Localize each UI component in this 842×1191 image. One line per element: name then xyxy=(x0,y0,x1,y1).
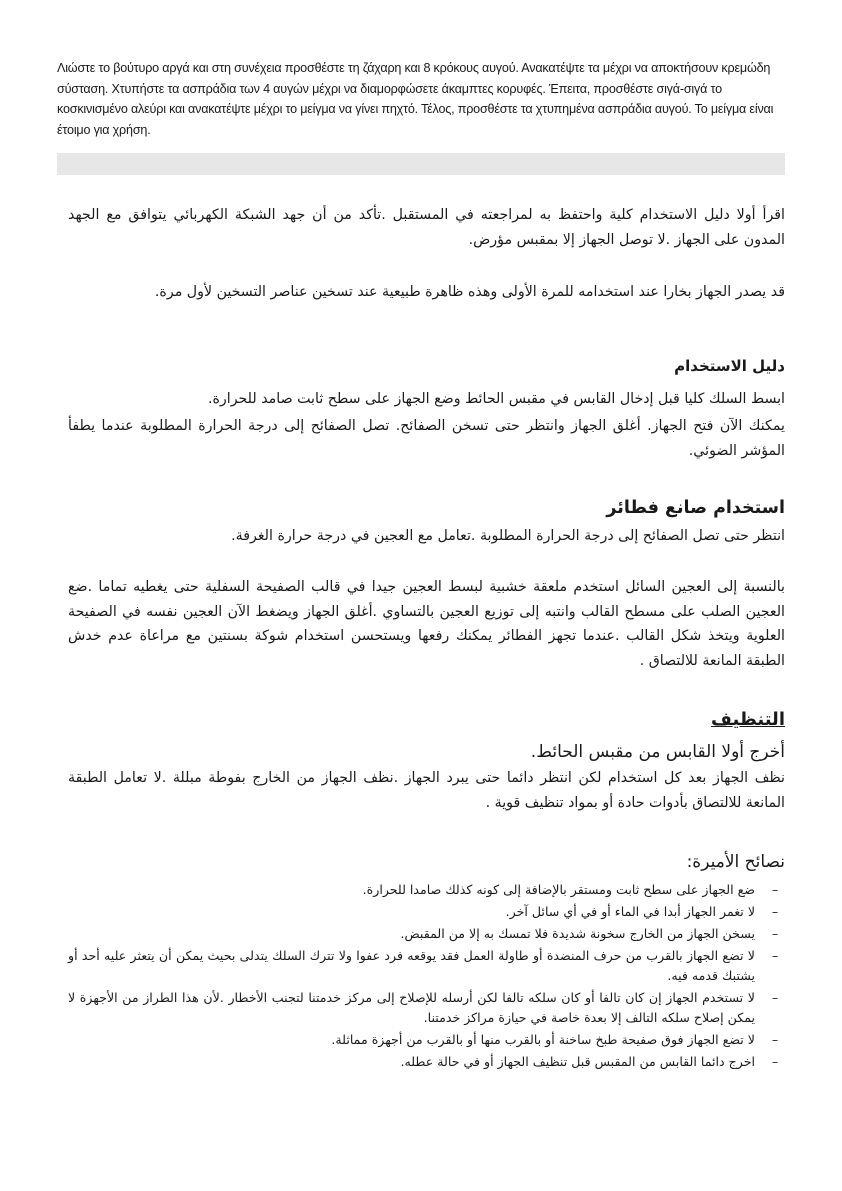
list-item-text: لا تضع الجهاز بالقرب من حرف المنضدة أو طاولة العمل فقد يوقعه فرد عفوا ولا تترك السلك يتدلى بحيث يمكن أن يتعثر عليه أحد أو يشتبك قدمه فيه. xyxy=(68,948,755,983)
waffle-heading: استخدام صانع فطائر xyxy=(606,498,785,518)
list-dash: – xyxy=(771,882,779,897)
section-divider-bar xyxy=(57,153,785,175)
guide-heading: دليل الاستخدام xyxy=(674,357,785,375)
cleaning-heading: التنظيف xyxy=(711,709,785,730)
list-item-text: ضع الجهاز على سطح ثابت ومستقر بالإضافة إلى كونه كذلك صامدا للحرارة. xyxy=(362,882,755,897)
list-item xyxy=(68,880,785,900)
guide-paragraph-2: يمكنك الآن فتح الجهاز. أغلق الجهاز وانتظر حتى تسخن الصفائح. تصل الصفائح إلى درجة الحرارة المطلوبة عندما يطفأ المؤشر الضوئي. xyxy=(68,418,785,459)
list-dash: – xyxy=(771,926,779,941)
guide-paragraph-1: ابسط السلك كليا قبل إدخال القابس في مقبس الحائط وضع الجهاز على سطح ثابت صامد للحرارة. xyxy=(207,391,785,407)
list-item xyxy=(68,902,785,922)
list-dash: – xyxy=(771,948,779,963)
tips-list xyxy=(68,880,785,1074)
list-item xyxy=(68,1052,785,1072)
list-item-text: اخرج دائما القابس من المقبس قبل تنظيف الجهاز أو في حالة عطله. xyxy=(400,1054,755,1069)
greek-recipe-paragraph: Λιώστε το βούτυρο αργά και στη συνέχεια προσθέστε τη ζάχαρη και 8 κρόκους αυγού. Ανακατέψτε τα μέχρι να αποκτήσουν κρεμώδη σύσταση. Χτυπήστε τα ασπράδια των 4 αυγών μέχρι να διαμορφώσετε άκαμπτες κορυφές. Έπειτα, προσθέστε σιγά-σιγά το κοσκινισμένο αλεύρι και ανακατέψτε μέχρι το μείγμα να γίνει πηχτό. Τέλος, προσθέστε τα χτυπημένα ασπράδια αυγού. Το μείγμα είναι έτοιμο για χρήση. xyxy=(57,61,774,137)
list-item-text: لا تضع الجهاز فوق صفيحة طبخ ساخنة أو بالقرب منها أو بالقرب من أجهزة مماثلة. xyxy=(331,1032,755,1047)
list-item xyxy=(68,1030,785,1050)
list-dash: – xyxy=(771,904,779,919)
intro-paragraph-1: اقرأ أولا دليل الاستخدام كلية واحتفظ به لمراجعته في المستقبل .تأكد من أن جهد الشبكة الكهربائي يتوافق مع الجهد المدون على الجهاز .لا توصل الجهاز إلا بمقبس مؤرض. xyxy=(68,207,785,248)
list-item-text: لا تغمر الجهاز أبدا في الماء أو في أي سائل آخر. xyxy=(505,904,755,919)
tips-heading: نصائح الأميرة: xyxy=(686,852,785,872)
cleaning-subheading: أخرج أولا القابس من مقبس الحائط. xyxy=(530,742,785,762)
list-dash: – xyxy=(771,990,779,1005)
list-dash: – xyxy=(771,1032,779,1047)
list-item-text: يسخن الجهاز من الخارج سخونة شديدة فلا تمسك به إلا من المقبض. xyxy=(400,926,755,941)
list-item xyxy=(68,988,785,1028)
list-item xyxy=(68,924,785,944)
list-dash: – xyxy=(771,1054,779,1069)
waffle-paragraph-1: انتظر حتى تصل الصفائح إلى درجة الحرارة المطلوبة .تعامل مع العجين في درجة حرارة الغرفة. xyxy=(231,528,785,544)
list-item xyxy=(68,946,785,986)
intro-paragraph-2: قد يصدر الجهاز بخارا عند استخدامه للمرة الأولى وهذه ظاهرة طبيعية عند تسخين عناصر التسخين لأول مرة. xyxy=(154,284,785,300)
cleaning-paragraph: نظف الجهاز بعد كل استخدام لكن انتظر دائما حتى يبرد الجهاز .نظف الجهاز من الخارج بفوطة مبللة .لا تعامل الطبقة المانعة للالتصاق بأدوات حادة أو بمواد تنظيف قوية . xyxy=(68,770,785,811)
waffle-paragraph-2: بالنسبة إلى العجين السائل استخدم ملعقة خشبية لبسط العجين جيدا في قالب الصفيحة السفلية حتى يغطيه تماما .ضع العجين الصلب على مسطح القالب وانتبه إلى توزيع العجين بالتساوي .أغلق الجهاز ويضغط الآن العجين نفسه في الصفيحة العلوية ويتخذ شكل القالب .عندما تجهز الفطائر يمكنك رفعها ويستحسن استخدام شوكة بسنتين مع مراعاة عدم خدش الطبقة المانعة للالتصاق . xyxy=(68,579,785,669)
list-item-text: لا تستخدم الجهاز إن كان تالفا أو كان سلكه تالفا لكن أرسله للإصلاح إلى مركز خدمتنا لتجنب الأخطار .لأن هذا الطراز من الأجهزة لا يمكن إصلاح سلكه التالف إلا بعدة خاصة في حيازة مراكز خدمتنا. xyxy=(68,990,755,1025)
